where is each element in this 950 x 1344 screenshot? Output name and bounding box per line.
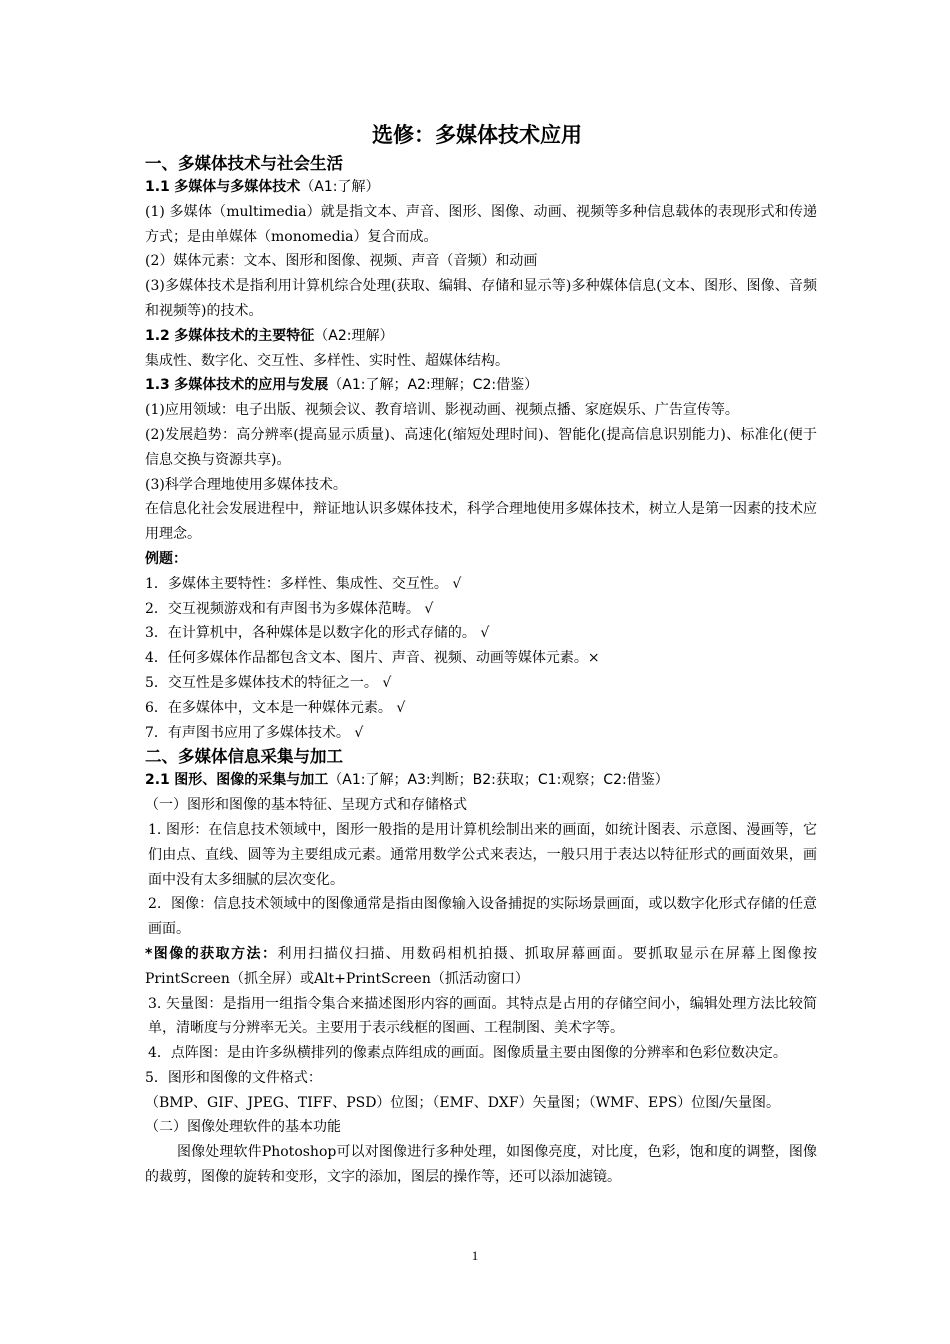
- level-tag: （A1:了解；A3:判断；B2:获取；C1:观察；C2:借鉴）: [328, 772, 669, 789]
- examples-label: 例题：: [145, 550, 187, 567]
- example-item: 2．交互视频游戏和有声图书为多媒体范畴。 √: [145, 600, 434, 617]
- subsection-title: 多媒体与多媒体技术: [174, 179, 301, 195]
- page-number: 1: [471, 1248, 479, 1263]
- subsection-title: 多媒体技术的主要特征: [174, 327, 315, 344]
- paragraph: 2．图像：信息技术领域中的图像通常是指由图像输入设备捕捉的实际场景画面，或以数字化形式存储的任意画面。: [148, 896, 817, 938]
- document-title: 选修：多媒体技术应用: [372, 123, 582, 147]
- subsection-title: 图形、图像的采集与加工: [174, 772, 329, 789]
- example-item: 4．任何多媒体作品都包含文本、图片、声音、视频、动画等媒体元素。×: [145, 650, 600, 667]
- document-body: [145, 118, 817, 1190]
- paragraph: (2)发展趋势：高分辨率(提高显示质量)、高速化(缩短处理时间)、智能化(提高信息识别能力)、标准化(便于信息交换与资源共享)。: [145, 426, 817, 468]
- sub-heading: （二）图像处理软件的基本功能: [145, 1119, 341, 1136]
- subsection-2-1-heading: [145, 768, 817, 793]
- section-2-heading: 二、多媒体信息采集与加工: [145, 747, 343, 767]
- paragraph: (3)科学合理地使用多媒体技术。: [145, 476, 347, 493]
- example-item: 7．有声图书应用了多媒体技术。 √: [145, 724, 364, 741]
- bold-lead: *图像的获取方法：: [145, 945, 278, 962]
- paragraph: (3)多媒体技术是指利用计算机综合处理(获取、编辑、存储和显示等)多种媒体信息(文本、图形、图像、音频和视频等)的技术。: [145, 278, 817, 319]
- subsection-1-2-heading: [145, 324, 817, 349]
- subsection-1-3-heading: [145, 373, 817, 398]
- level-tag: （A2:理解）: [314, 327, 394, 344]
- sub-heading: （一）图形和图像的基本特征、呈现方式和存储格式: [145, 797, 467, 814]
- paragraph: 3. 矢量图：是指用一组指令集合来描述图形内容的画面。其特点是占用的存储空间小，编辑处理方法比较简单，清晰度与分辨率无关。主要用于表示线框的图画、工程制图、美术字等。: [148, 995, 817, 1037]
- paragraph: 4．点阵图：是由许多纵横排列的像素点阵组成的画面。图像质量主要由图像的分辨率和色彩位数决定。: [148, 1045, 787, 1062]
- level-tag: （A1:了解）: [300, 179, 380, 195]
- section-1-heading: 一、多媒体技术与社会生活: [145, 154, 343, 173]
- paragraph: （BMP、GIF、JPEG、TIFF、PSD）位图；（EMF、DXF）矢量图；（WMF、EPS）位图/矢量图。: [145, 1094, 780, 1111]
- subsection-number: 1.3: [145, 377, 170, 394]
- subsection-number: 1.2: [145, 327, 170, 344]
- paragraph: 图像处理软件Photoshop可以对图像进行多种处理，如图像亮度，对比度，色彩，饱和度的调整，图像的裁剪，图像的旋转和变形，文字的添加，图层的操作等，还可以添加滤镜。: [145, 1144, 817, 1186]
- paragraph: (2）媒体元素：文本、图形和图像、视频、声音（音频）和动画: [145, 253, 538, 270]
- paragraph: 集成性、数字化、交互性、多样性、实时性、超媒体结构。: [145, 352, 509, 369]
- paragraph: (1)应用领域：电子出版、视频会议、教育培训、影视动画、视频点播、家庭娱乐、广告宣传等。: [145, 402, 739, 419]
- subsection-1-1-heading: [145, 175, 817, 200]
- subsection-number: 2.1: [145, 772, 170, 789]
- example-item: 3．在计算机中，各种媒体是以数字化的形式存储的。 √: [145, 625, 490, 642]
- paragraph: (1) 多媒体（multimedia）就是指文本、声音、图形、图像、动画、视频等多种信息载体的表现形式和传递方式；是由单媒体（monomedia）复合而成。: [145, 203, 817, 245]
- paragraph-text: 利用扫描仪扫描、用数码相机拍摄、抓取屏幕画面。要抓取显示在屏幕上图像按PrintScreen（抓全屏）或Alt+PrintScreen（抓活动窗口）: [145, 945, 818, 987]
- example-item: 6．在多媒体中，文本是一种媒体元素。 √: [145, 699, 406, 716]
- subsection-number: 1.1: [145, 179, 170, 195]
- level-tag: （A1:了解；A2:理解；C2:借鉴）: [328, 377, 539, 394]
- paragraph: 1. 图形：在信息技术领域中，图形一般指的是用计算机绘制出来的画面，如统计图表、示意图、漫画等，它们由点、直线、圆等为主要组成元素。通常用数学公式来表达，一般只用于表达以特征形式的画面效果，画面中没有太多细腻的层次变化。: [148, 821, 817, 888]
- paragraph: [145, 942, 817, 992]
- paragraph: 在信息化社会发展进程中，辩证地认识多媒体技术，科学合理地使用多媒体技术，树立人是第一因素的技术应用理念。: [145, 501, 817, 543]
- example-item: 5．交互性是多媒体技术的特征之一。 √: [145, 674, 392, 691]
- paragraph: 5．图形和图像的文件格式：: [145, 1069, 322, 1086]
- subsection-title: 多媒体技术的应用与发展: [174, 377, 329, 394]
- example-item: 1．多媒体主要特性：多样性、集成性、交互性。 √: [145, 575, 462, 592]
